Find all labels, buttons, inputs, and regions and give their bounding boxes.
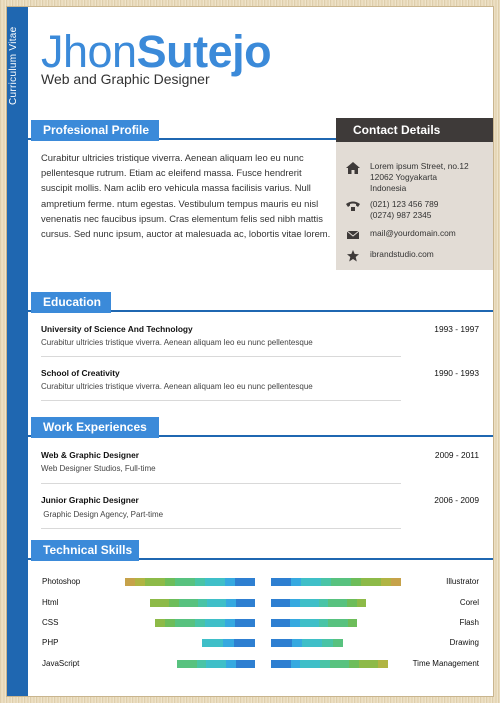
skill-level-bar <box>150 599 255 607</box>
contact-website[interactable] <box>346 249 492 262</box>
skill-label: JavaScript <box>42 659 80 668</box>
skill-level-bar <box>271 619 357 627</box>
contact-address-line: Lorem ipsum Street, no.12 <box>370 161 469 171</box>
skill-level-bar <box>271 578 401 586</box>
contact-address-line: Indonesia <box>370 183 407 193</box>
section-heading-skills: Technical Skills <box>31 540 139 561</box>
first-name: Jhon <box>41 26 137 77</box>
candidate-role: Web and Graphic Designer <box>41 71 210 87</box>
contact-address-line: 12062 Yogyakarta <box>370 172 438 182</box>
skill-label: Photoshop <box>42 577 81 586</box>
contact-address <box>346 161 492 194</box>
divider <box>41 356 401 357</box>
contact-website-value[interactable]: ibrandstudio.com <box>370 249 434 259</box>
education-entry-desc: Curabitur ultricies tristique viverra. Aenean aliquam leo eu nunc pellentesque <box>41 382 313 391</box>
education-entry-years: 1990 - 1993 <box>434 368 479 378</box>
last-name: Sutejo <box>136 26 272 77</box>
profile-text: Curabitur ultricies tristique viverra. Aenean aliquam leo eu nunc pellentesque rutrum. Etiam ac eleifend massa. Fusce hendrerit suscipit mollis. Nam aclib ero vehicula massa facilisis varius. Null ampretium ferme. ntum egestas. Vestibulum tempus mauris eu nisl venenatis nec faucibus ipsum. Cras elementum felis sed nibh mattis cursus. Sed nunc ipsum, auctor at malesuada ac, lobortis vitae lorem. <box>41 152 331 240</box>
work-entry-years: 2006 - 2009 <box>434 495 479 505</box>
skill-label: Html <box>42 598 59 607</box>
education-entry-title: School of Creativity <box>41 368 120 378</box>
skill-level-bar <box>271 639 343 647</box>
home-icon <box>346 162 360 174</box>
skill-level-bar <box>202 639 255 647</box>
star-icon <box>346 250 360 262</box>
contact-email[interactable] <box>346 228 492 241</box>
skill-label: Corel <box>459 598 479 607</box>
education-entry-years: 1993 - 1997 <box>434 324 479 334</box>
sidebar-strip <box>7 7 28 697</box>
skill-level-bar <box>125 578 255 586</box>
skill-label: Time Management <box>412 659 479 668</box>
skill-label: Flash <box>459 618 479 627</box>
section-heading-work: Work Experiences <box>31 417 159 438</box>
contact-phone-line: (021) 123 456 789 <box>370 199 439 209</box>
skill-level-bar <box>155 619 255 627</box>
education-entry-title: University of Science And Technology <box>41 324 193 334</box>
candidate-name <box>41 26 272 77</box>
work-entry-title: Web & Graphic Designer <box>41 450 140 460</box>
work-entry-desc: Web Designer Studios, Full-time <box>41 464 156 473</box>
divider <box>41 528 401 529</box>
skill-level-bar <box>271 660 388 668</box>
skill-label: Illustrator <box>446 577 479 586</box>
contact-phone <box>346 199 492 221</box>
contact-email-value[interactable]: mail@yourdomain.com <box>370 228 456 238</box>
resume-page <box>6 6 494 697</box>
skill-level-bar <box>177 660 255 668</box>
skill-label: Drawing <box>449 638 479 647</box>
work-entry-title: Junior Graphic Designer <box>41 495 139 505</box>
divider <box>41 483 401 484</box>
section-heading-profile: Profesional Profile <box>31 120 159 141</box>
section-heading-education: Education <box>31 292 111 313</box>
education-entry-desc: Curabitur ultricies tristique viverra. Aenean aliquam leo eu nunc pellentesque <box>41 338 313 347</box>
work-entry-years: 2009 - 2011 <box>434 450 479 460</box>
mail-icon <box>346 229 360 241</box>
work-entry-desc: Graphic Design Agency, Part-time <box>41 510 164 519</box>
contact-phone-line: (0274) 987 2345 <box>370 210 432 220</box>
divider <box>41 400 401 401</box>
contact-heading: Contact Details <box>336 118 494 142</box>
phone-icon <box>346 200 360 212</box>
contact-panel <box>336 118 494 270</box>
skill-label: PHP <box>42 638 59 647</box>
skill-label: CSS <box>42 618 59 627</box>
skill-level-bar <box>271 599 366 607</box>
sidebar-label: Curriculum Vitae <box>8 26 19 105</box>
